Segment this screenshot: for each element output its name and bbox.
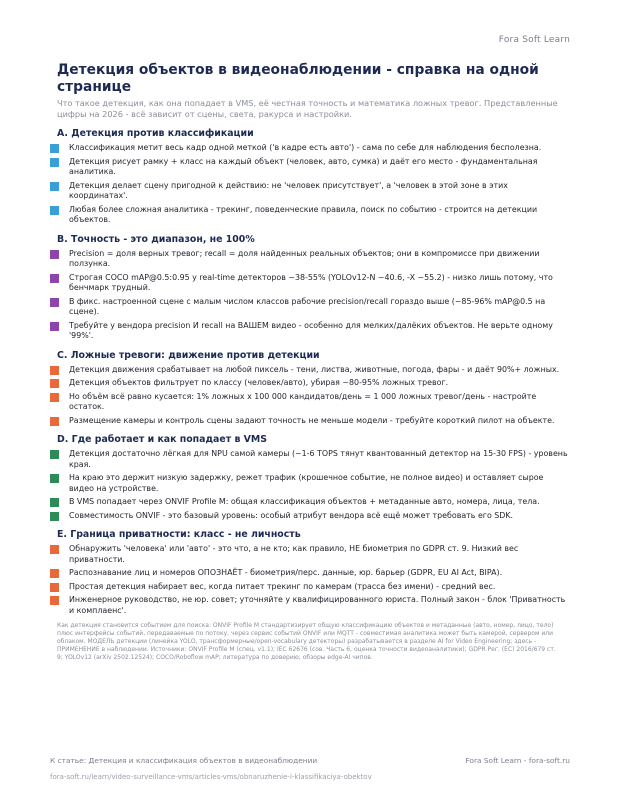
section-title: B. Точность - это диапазон, не 100% bbox=[57, 233, 255, 245]
square-bullet-icon bbox=[50, 393, 59, 402]
list-item bbox=[57, 544, 569, 565]
list-item-text: Детекция движения срабатывает на любой пиксель - тени, листва, животные, погода, фары - и даёт 90%+ ложных. bbox=[69, 364, 560, 374]
list-item bbox=[57, 321, 569, 342]
list-item bbox=[57, 449, 569, 470]
page-content bbox=[57, 62, 569, 662]
square-bullet-icon bbox=[50, 450, 59, 459]
list-item-text: Детекция достаточно лёгкая для NPU самой камеры (~1-6 TOPS тянут квантованный детектор на 15-30 FPS) - уровень края. bbox=[69, 449, 568, 469]
square-bullet-icon bbox=[50, 512, 59, 521]
square-bullet-icon bbox=[50, 144, 59, 153]
list-item bbox=[57, 568, 569, 579]
footer-article-link[interactable]: К статье: Детекция и классификация объектов в видеонаблюдении bbox=[50, 756, 318, 765]
list-item-text: Требуйте у вендора precision И recall на ВАШЕМ видео - особенно для мелких/далёких объектов. Не верьте одному '99%'. bbox=[69, 320, 553, 340]
sections-container bbox=[57, 128, 569, 616]
square-bullet-icon bbox=[50, 206, 59, 215]
footer-url[interactable]: fora-soft.ru/learn/video-surveillance-vms/articles-vms/obnaruzhenie-i-klassifikaciya-obektov bbox=[50, 773, 372, 781]
list-item bbox=[57, 181, 569, 202]
list-item-text: Precision = доля верных тревог; recall = доля найденных реальных объектов; они в компромиссе при движении ползунка. bbox=[69, 248, 540, 268]
square-bullet-icon bbox=[50, 417, 59, 426]
section-title: A. Детекция против классификации bbox=[57, 128, 254, 139]
list-item bbox=[57, 595, 569, 616]
list-item bbox=[57, 157, 569, 178]
square-bullet-icon bbox=[50, 569, 59, 578]
list-item bbox=[57, 143, 569, 154]
list-item bbox=[57, 473, 569, 494]
list-item-text: Строгая COCO mAP@0.5:0.95 у real-time детекторов ~38-55% (YOLOv12-N ~40.6, -X ~55.2) - низко лишь потому, что бенчмарк трудный. bbox=[69, 272, 553, 292]
footnote: Как детекция становится событием для поиска: ONVIF Profile M стандартизирует общую классификацию объектов и метаданные (авто, номер, лицо, тело) плюс интерфейсы событий, передаваемые по потоку, через сервис событий ONVIF или MQTT - совместимая аналитика может быть камерой, сервером или облаком. МОДЕЛЬ детекции (линейка YOLO, трансформерные/open-vocabulary детекторы) разрабатывается в разделе AI for Video Engineering; здесь - ПРИМЕНЕНИЕ в наблюдении. Источники: ONVIF Profile M (спец. v1.1); IEC 62676 (сов. Часть 6, оценка точности видеоаналитики); GDPR Рег. (ЕС) 2016/679 ст. 9; YOLOv12 (arXiv 2502.12524); COCO/Roboflow mAP; литература по доверию; обзоры edge-AI чипов. bbox=[57, 622, 556, 661]
section-title: D. Где работает и как попадает в VMS bbox=[57, 434, 267, 445]
list-item-text: Распознавание лиц и номеров ОПОЗНАЁТ - биометрия/перс. данные, юр. барьер (GDPR, EU AI Act, BIPA). bbox=[69, 568, 503, 577]
list-item bbox=[57, 511, 569, 522]
list-item bbox=[57, 205, 569, 226]
list-item-text: Инженерное руководство, не юр. совет; уточняйте у квалифицированного юриста. Полный закон - блок 'Приватность и комплаенс'. bbox=[69, 595, 566, 615]
page-title: Детекция объектов в видеонаблюдении - справка на одной странице bbox=[57, 62, 539, 95]
list-item bbox=[57, 273, 569, 294]
section-title: E. Граница приватности: класс - не личность bbox=[57, 529, 301, 540]
square-bullet-icon bbox=[50, 182, 59, 191]
brand-label: Fora Soft Learn bbox=[498, 35, 570, 45]
list-item bbox=[57, 416, 569, 427]
section bbox=[57, 234, 569, 342]
list-item bbox=[57, 249, 569, 270]
list-item-text: Детекция рисует рамку + класс на каждый объект (человек, авто, сумка) и даёт его место - фундаментальная аналитика. bbox=[69, 156, 538, 176]
square-bullet-icon bbox=[50, 366, 59, 375]
list-item-text: Но объём всё равно кусается: 1% ложных x 100 000 кандидатов/день = 1 000 ложных тревог/день - настройте остаток. bbox=[69, 391, 537, 411]
list-item-text: На краю это держит низкую задержку, режет трафик (крошечное событие, не полное видео) и оставляет сырое видео на устройстве. bbox=[69, 473, 544, 493]
square-bullet-icon bbox=[50, 274, 59, 283]
list-item-text: Детекция объектов фильтрует по классу (человек/авто), убирая ~80-95% ложных тревог. bbox=[69, 378, 449, 387]
section-title: C. Ложные тревоги: движение против детекции bbox=[57, 349, 320, 361]
square-bullet-icon bbox=[50, 545, 59, 554]
list-item-text: Обнаружить 'человека' или 'авто' - это что, а не кто; как правило, НЕ биометрия по GDPR ст. 9. Низкий вес приватности. bbox=[69, 544, 519, 564]
section bbox=[57, 529, 569, 616]
list-item bbox=[57, 297, 569, 318]
list-item bbox=[57, 378, 569, 389]
list-item-text: В фикс. настроенной сцене с малым числом классов рабочие precision/recall гораздо выше (~85-96% mAP@0.5 на сцене). bbox=[69, 296, 546, 316]
section bbox=[57, 434, 569, 521]
square-bullet-icon bbox=[50, 298, 59, 307]
list-item bbox=[57, 582, 569, 593]
page-subtitle: Что такое детекция, как она попадает в VMS, её честная точность и математика ложных тревог. Представленные цифры на 2026 - всё зависит от сцены, света, ракурса и настройки. bbox=[57, 98, 558, 119]
list-item-text: В VMS попадает через ONVIF Profile M: общая классификация объектов + метаданные авто, номера, лица, тела. bbox=[69, 497, 540, 506]
footer-site: Fora Soft Learn - fora-soft.ru bbox=[465, 756, 570, 765]
list-item-text: Совместимость ONVIF - это базовый уровень: особый атрибут вендора всё ещё может требовать его SDK. bbox=[69, 510, 514, 520]
section bbox=[57, 128, 569, 226]
square-bullet-icon bbox=[50, 250, 59, 259]
list-item bbox=[57, 392, 569, 413]
square-bullet-icon bbox=[50, 583, 59, 592]
square-bullet-icon bbox=[50, 158, 59, 167]
section bbox=[57, 350, 569, 427]
list-item-text: Детекция делает сцену пригодной к действию: не 'человек присутствует', а 'человек в этой зоне в этих координатах'. bbox=[69, 180, 508, 200]
list-item-text: Размещение камеры и контроль сцены задают точность не меньше модели - требуйте короткий пилот на объекте. bbox=[69, 415, 555, 425]
list-item bbox=[57, 497, 569, 508]
list-item bbox=[57, 365, 569, 376]
square-bullet-icon bbox=[50, 498, 59, 507]
square-bullet-icon bbox=[50, 322, 59, 331]
square-bullet-icon bbox=[50, 379, 59, 388]
list-item-text: Простая детекция набирает вес, когда питает трекинг по камерам (трасса без имени) - средний вес. bbox=[69, 581, 496, 591]
list-item-text: Классификация метит весь кадр одной меткой ('в кадре есть авто') - сама по себе для наблюдения бесполезна. bbox=[69, 143, 542, 152]
square-bullet-icon bbox=[50, 596, 59, 605]
square-bullet-icon bbox=[50, 474, 59, 483]
list-item-text: Любая более сложная аналитика - трекинг, поведенческие правила, поиск по событию - строится на детекции объектов. bbox=[69, 204, 538, 224]
